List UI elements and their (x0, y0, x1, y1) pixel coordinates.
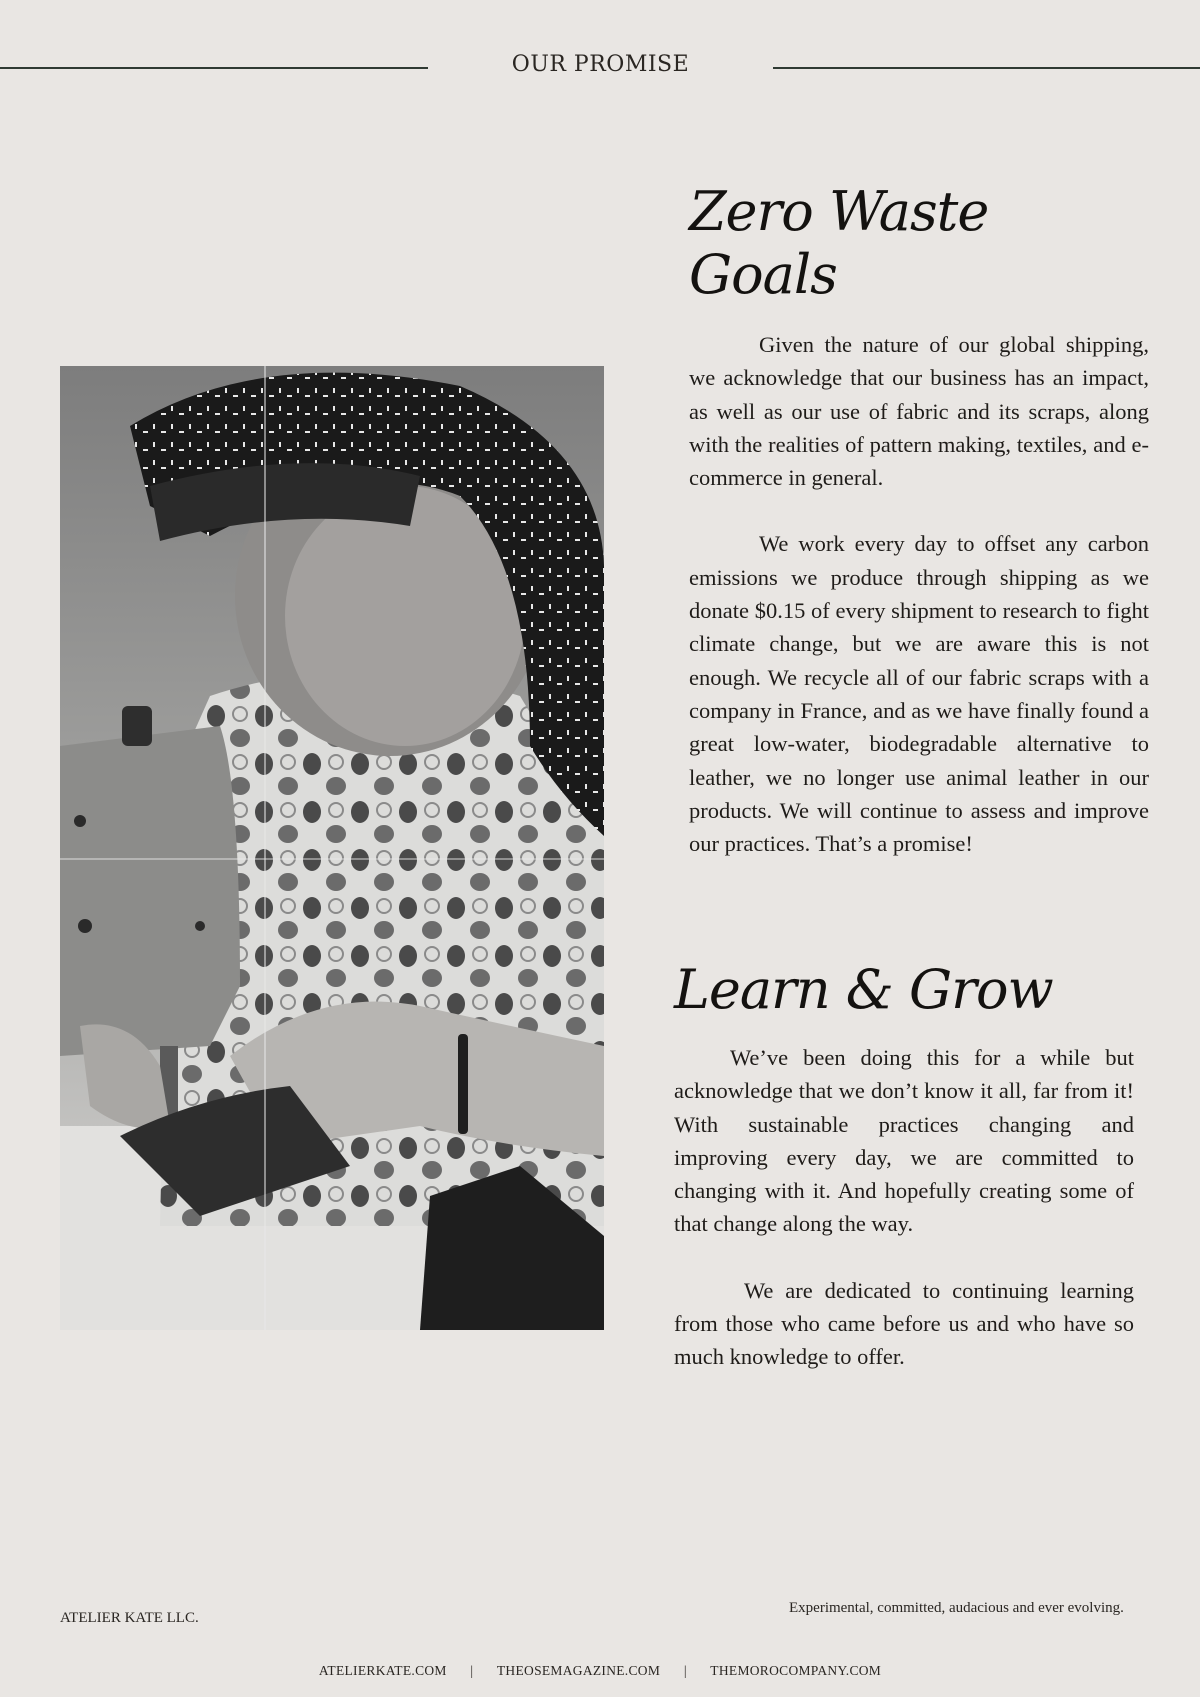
footer-links (0, 1663, 1200, 1679)
zero-waste-section (689, 180, 1149, 860)
learn-grow-paragraph-1: We’ve been doing this for a while but acknowledge that we don’t know it all, far from it! With sustainable practices changing and improving every day, we are committed to changing with it. And hopefully creating some of that change along the way. (674, 1045, 1134, 1237)
footer-tagline: Experimental, committed, audacious and ever evolving. (789, 1600, 1124, 1616)
zero-waste-paragraph-2: We work every day to offset any carbon emissions we produce through shipping as we donate $0.15 of every shipment to research to fight climate change, but we are aware this is not enough. We recycle all of our fabric scraps with a company in France, and as we have finally found a great low-water, biodegradable alternative to leather, we no longer use animal leather in our products. We will continue to assess and improve our practices. That’s a promise! (689, 531, 1149, 857)
zero-waste-paragraph-1: Given the nature of our global shipping, we acknowledge that our business has an impact, as well as our use of fabric and its scraps, along with the realities of pattern making, textiles, and e-commerce in general. (689, 332, 1149, 491)
learn-grow-paragraph-2: We are dedicated to continuing learning from those who came before us and who have so much knowledge to offer. (674, 1277, 1134, 1370)
header-rule-right (773, 67, 1200, 69)
header-rule-left (0, 67, 428, 69)
zero-waste-heading: Zero Waste Goals (689, 180, 989, 306)
footer-separator: | (683, 1663, 687, 1678)
woman-sewing-photo (60, 366, 604, 1330)
footer-company: ATELIER KATE LLC. (60, 1610, 199, 1626)
learn-grow-section (674, 958, 1134, 1374)
footer-separator: | (470, 1663, 474, 1678)
photo-illustration (60, 366, 604, 1330)
footer-link-theosemagazine[interactable]: THEOSEMAGAZINE.COM (496, 1663, 661, 1678)
page-title: OUR PROMISE (511, 52, 690, 77)
footer-link-themorocompany[interactable]: THEMOROCOMPANY.COM (710, 1663, 882, 1678)
footer-link-atelierkate[interactable]: ATELIERKATE.COM (318, 1663, 447, 1678)
learn-grow-heading: Learn & Grow (674, 958, 1053, 1021)
